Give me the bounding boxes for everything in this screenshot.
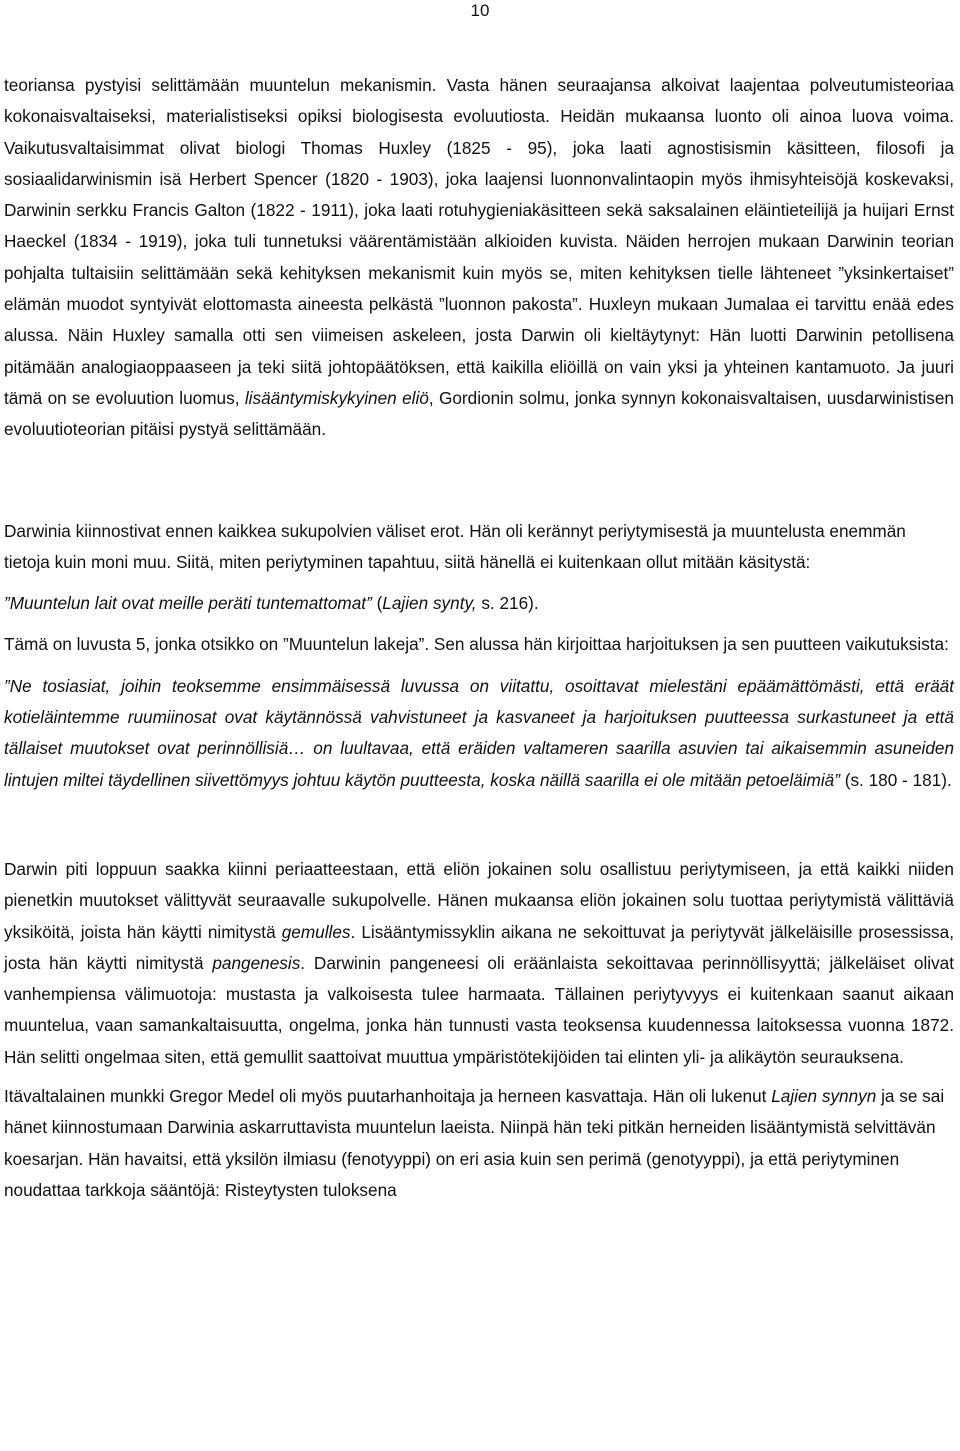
paragraph-4 bbox=[4, 854, 954, 1073]
paragraph-5-book-title: Lajien synnyn bbox=[771, 1086, 877, 1107]
page-number: 10 bbox=[470, 1, 490, 20]
paragraph-2: Darwinia kiinnostivat ennen kaikkea sukupolvien väliset erot. Hän oli kerännyt periytymisestä ja muuntelusta enemmän tietoja kuin moni muu. Siitä, miten periytyminen tapahtuu, siitä hänellä ei kuitenkaan ollut mitään käsitystä: bbox=[4, 520, 906, 572]
quote-2 bbox=[4, 671, 954, 796]
paragraph-4-term-gemulles: gemulles bbox=[281, 921, 351, 942]
paragraph-3: Tämä on luvusta 5, jonka otsikko on ”Muuntelun lakeja”. Sen alussa hän kirjoittaa harjoituksen ja sen puutteen vaikutuksista: bbox=[4, 634, 949, 655]
quote-1-citation-page: s. 216). bbox=[476, 593, 539, 614]
quote-1-citation-open: ( bbox=[371, 593, 383, 614]
paragraph-1 bbox=[4, 70, 954, 446]
paragraph-5 bbox=[4, 1081, 954, 1206]
paragraph-5-text-b: ja se sai hänet kiinnostumaan Darwinia askarruttavista muuntelun laeista. Niinpä hän teki pitkän herneiden lisääntymistä selvittävän koesarjan. Hän havaitsi, että yksilön ilmiasu (fenotyyppi) on eri asia kuin sen perimä (genotyyppi), ja että periytyminen noudattaa tarkkoja sääntöjä: Risteytysten tuloksena bbox=[4, 1086, 945, 1200]
paragraph-1-text-b: , Gordionin solmu, jonka synnyn kokonaisvaltaisen, uusdarwinistisen evoluutioteorian pitäisi pystyä selittämään. bbox=[4, 387, 954, 440]
quote-1 bbox=[4, 588, 954, 619]
paragraph-1-text-a: teoriansa pystyisi selittämään muuntelun mekanismin. Vasta hänen seuraajansa alkoivat laajentaa polveutumisteoriaa kokonaisvaltaiseksi, materialistiseksi opiksi biologisesta evoluutiosta. Heidän mukaansa luonto oli ainoa luova voima. Vaikutusvaltaisimmat olivat biologi Thomas Huxley (1825 - 95), joka laati agnostisismin käsitteen, filosofi ja sosiaalidarwinismin isä Herbert Spencer (1820 - 1903), joka laajensi luonnonvalintaopin myös ihmisyhteisöjä koskevaksi, Darwinin serkku Francis Galton (1822 - 1911), joka laati rotuhygieniakäsitteen sekä saksalainen eläintieteilijä ja huijari Ernst Haeckel (1834 - 1919), joka tuli tunnetuksi väärentämistään alkioiden kuvista. Näiden herrojen mukaan Darwinin teorian pohjalta tultaisiin selittämään sekä kehityksen mekanismit kuin myös se, miten kehityksen tielle lähteneet ”yksinkertaiset” elämän muodot syntyivät elottomasta aineesta pelkästä ”luonnon pakosta”. Huxleyn mukaan Jumalaa ei tarvittu enää edes alussa. Näin Huxley samalla otti sen viimeisen askeleen, josta Darwin oli kieltäytynyt: Hän luotti Darwinin petollisena pitämään analogiaoppaaseen ja teki siitä johtopäätöksen, että kaikilla eliöillä on vain yksi ja yhteinen kantamuoto. Ja juuri tämä on se evoluution luomus, bbox=[4, 75, 954, 408]
quote-1-text: ”Muuntelun lait ovat meille peräti tuntemattomat” bbox=[4, 593, 372, 614]
paragraph-4-term-pangenesis: pangenesis bbox=[212, 952, 301, 973]
paragraph-4-text-c: . Darwinin pangeneesi oli eräänlaista sekoittavaa perinnöllisyyttä; jälkeläiset olivat vanhempiensa välimuotoja: mustasta ja valkoisesta tulee harmaata. Tällainen periytyvyys ei kuitenkaan saanut aikaan muuntelua, vaan samankaltaisuutta, ongelma, jonka hän tunnusti vasta teoksensa kuudennessa laitoksessa vuonna 1872. Hän selitti ongelmaa siten, että gemullit saattoivat muuttua ympäristötekijöiden tai elinten yli- ja alikäytön seurauksena. bbox=[4, 952, 955, 1067]
paragraph-4-text-a: Darwin piti loppuun saakka kiinni periaatteestaan, että eliön jokainen solu osallistuu periytymiseen, ja että kaikki niiden pienetkin muutokset välittyvät seuraavalle sukupolvelle. Hänen mukaansa eliön jokainen solu tuottaa periytymistä välittäviä yksiköitä, joista hän käytti nimitystä bbox=[4, 858, 954, 942]
paragraph-5-text-a: Itävaltalainen munkki Gregor Medel oli myös puutarhanhoitaja ja herneen kasvattaja. Hän oli lukenut bbox=[4, 1086, 772, 1107]
quote-2-citation: (s. 180 - 181). bbox=[839, 769, 952, 790]
quote-1-citation-title: Lajien synty, bbox=[382, 593, 477, 614]
paragraph-4-text-b: . Lisääntymissyklin aikana ne sekoittuvat ja periytyvät jälkeläisille prosessissa, josta hän käytti nimitystä bbox=[4, 921, 954, 973]
quote-2-text: ”Ne tosiasiat, joihin teoksemme ensimmäisessä luvussa on viitattu, osoittavat mielestäni epäämättömästi, että eräät kotieläintemme ruumiinosat ovat käytännössä vahvistuneet ja kasvaneet ja harjoituksen puutteessa surkastuneet ja että tällaiset muutokset ovat perinnöllisiä… on luultavaa, että eräiden valtameren saarilla asuvien tai aikaisemmin asuneiden lintujen miltei täydellinen siivettömyys johtuu käytön puutteesta, koska näillä saarilla ei ole mitään petoeläimiä” bbox=[4, 675, 954, 790]
paragraph-1-emphasis: lisääntymiskykyinen eliö bbox=[244, 387, 429, 408]
document-body bbox=[4, 70, 954, 1206]
